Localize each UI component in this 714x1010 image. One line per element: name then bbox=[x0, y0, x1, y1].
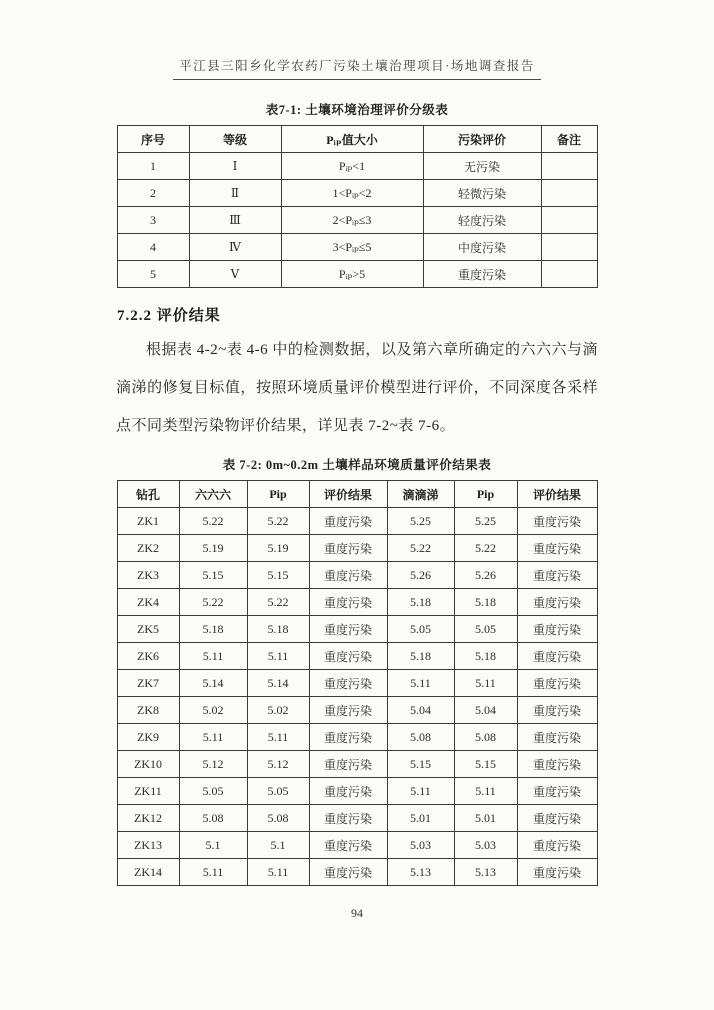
column-header: 评价结果 bbox=[517, 481, 597, 508]
body-paragraph: 根据表 4-2~表 4-6 中的检测数据，以及第六章所确定的六六六与滴滴涕的修复目标值，按照环境质量评价模型进行评价，不同深度各采样点不同类型污染物评价结果，详见表 7-2~表 7-6。 bbox=[116, 342, 598, 434]
table-cell: 5.02 bbox=[247, 697, 309, 724]
table-cell: Ⅴ bbox=[189, 261, 281, 288]
table-cell: 1<Pᵢₚ<2 bbox=[281, 180, 423, 207]
table-row bbox=[117, 778, 597, 805]
table-cell: 5.22 bbox=[247, 589, 309, 616]
table-cell: 重度污染 bbox=[309, 589, 387, 616]
table-cell: 重度污染 bbox=[517, 859, 597, 886]
table-cell: 重度污染 bbox=[309, 643, 387, 670]
table-cell: 5.11 bbox=[247, 859, 309, 886]
column-header: 备注 bbox=[541, 126, 597, 153]
table-cell: 重度污染 bbox=[309, 805, 387, 832]
table-cell: 5.12 bbox=[179, 751, 247, 778]
table-cell: 5.08 bbox=[387, 724, 454, 751]
table-cell: 5.11 bbox=[454, 670, 517, 697]
column-header: 滴滴涕 bbox=[387, 481, 454, 508]
table-cell: ZK9 bbox=[117, 724, 179, 751]
table-cell: ZK8 bbox=[117, 697, 179, 724]
soil-grading-table bbox=[117, 125, 598, 288]
table-cell: 重度污染 bbox=[517, 508, 597, 535]
table-cell bbox=[541, 234, 597, 261]
table-cell: 5.22 bbox=[179, 589, 247, 616]
table-cell: 重度污染 bbox=[517, 778, 597, 805]
column-header: Pip bbox=[247, 481, 309, 508]
table-row bbox=[117, 859, 597, 886]
table-cell: 5.03 bbox=[454, 832, 517, 859]
table-cell: 5.22 bbox=[454, 535, 517, 562]
table-row bbox=[117, 589, 597, 616]
table-cell: 5 bbox=[117, 261, 189, 288]
table-cell: 5.15 bbox=[247, 562, 309, 589]
table-cell: 5.11 bbox=[454, 778, 517, 805]
table-cell: 5.08 bbox=[179, 805, 247, 832]
table-cell: 5.04 bbox=[387, 697, 454, 724]
table-cell: 重度污染 bbox=[517, 724, 597, 751]
table-cell: ZK14 bbox=[117, 859, 179, 886]
table-cell: Pᵢₚ>5 bbox=[281, 261, 423, 288]
table-row bbox=[117, 180, 597, 207]
table-row bbox=[117, 616, 597, 643]
table-cell: 5.14 bbox=[247, 670, 309, 697]
table-cell: 5.04 bbox=[454, 697, 517, 724]
page-number: 94 bbox=[351, 906, 363, 920]
table-row bbox=[117, 832, 597, 859]
table-cell: 5.11 bbox=[179, 859, 247, 886]
table-cell bbox=[541, 207, 597, 234]
table-cell: 5.26 bbox=[454, 562, 517, 589]
table-row bbox=[117, 234, 597, 261]
column-header: 六六六 bbox=[179, 481, 247, 508]
table-cell: 重度污染 bbox=[517, 751, 597, 778]
table1-title: 表7-1: 土壤环境治理评价分级表 bbox=[265, 103, 449, 117]
table-cell: ZK1 bbox=[117, 508, 179, 535]
table-cell: 轻微污染 bbox=[423, 180, 541, 207]
table-cell: 5.11 bbox=[179, 643, 247, 670]
table-row bbox=[117, 535, 597, 562]
table-cell: 重度污染 bbox=[517, 832, 597, 859]
table-cell: 中度污染 bbox=[423, 234, 541, 261]
table-cell: 1 bbox=[117, 153, 189, 180]
table-cell: 轻度污染 bbox=[423, 207, 541, 234]
table-cell: 5.25 bbox=[387, 508, 454, 535]
table-cell: 5.25 bbox=[454, 508, 517, 535]
table-cell: 5.11 bbox=[387, 670, 454, 697]
table-row bbox=[117, 805, 597, 832]
table-cell: 5.11 bbox=[247, 643, 309, 670]
table-cell: 5.19 bbox=[247, 535, 309, 562]
table-cell: 重度污染 bbox=[517, 562, 597, 589]
table-cell: 5.19 bbox=[179, 535, 247, 562]
table-header-row bbox=[117, 126, 597, 153]
table-cell: 重度污染 bbox=[309, 724, 387, 751]
table-cell: 5.02 bbox=[179, 697, 247, 724]
table-cell: Ⅱ bbox=[189, 180, 281, 207]
table-cell: Pᵢₚ<1 bbox=[281, 153, 423, 180]
table-row bbox=[117, 643, 597, 670]
table-cell: 重度污染 bbox=[309, 832, 387, 859]
table-cell: ZK3 bbox=[117, 562, 179, 589]
table-cell: 5.26 bbox=[387, 562, 454, 589]
table-cell: 重度污染 bbox=[309, 751, 387, 778]
table-cell: 5.1 bbox=[247, 832, 309, 859]
table-cell: 5.12 bbox=[247, 751, 309, 778]
document-header bbox=[0, 0, 714, 80]
table-cell: 5.11 bbox=[387, 778, 454, 805]
table-cell: Ⅰ bbox=[189, 153, 281, 180]
table-header-row bbox=[117, 481, 597, 508]
table-cell: 5.15 bbox=[387, 751, 454, 778]
table-cell: 5.15 bbox=[454, 751, 517, 778]
table-cell: 5.18 bbox=[247, 616, 309, 643]
table-row bbox=[117, 697, 597, 724]
table-cell: 5.22 bbox=[179, 508, 247, 535]
table-cell: 5.18 bbox=[454, 643, 517, 670]
evaluation-results-table bbox=[117, 480, 598, 886]
table-cell: Ⅳ bbox=[189, 234, 281, 261]
table-cell: 2<Pᵢₚ≤3 bbox=[281, 207, 423, 234]
table-cell: 重度污染 bbox=[309, 670, 387, 697]
column-header: Pip bbox=[454, 481, 517, 508]
column-header: 钻孔 bbox=[117, 481, 179, 508]
table-cell: 5.13 bbox=[387, 859, 454, 886]
table-row bbox=[117, 153, 597, 180]
table-cell: 5.05 bbox=[247, 778, 309, 805]
table-cell: 重度污染 bbox=[309, 697, 387, 724]
column-header: 序号 bbox=[117, 126, 189, 153]
table-row bbox=[117, 508, 597, 535]
column-header: 污染评价 bbox=[423, 126, 541, 153]
table-cell: 重度污染 bbox=[309, 535, 387, 562]
table-cell: 2 bbox=[117, 180, 189, 207]
table-row bbox=[117, 207, 597, 234]
table-row bbox=[117, 562, 597, 589]
column-header: 评价结果 bbox=[309, 481, 387, 508]
table-cell: 5.14 bbox=[179, 670, 247, 697]
table-cell: 5.1 bbox=[179, 832, 247, 859]
table-cell: ZK11 bbox=[117, 778, 179, 805]
table-cell: 5.13 bbox=[454, 859, 517, 886]
table-cell: 重度污染 bbox=[517, 805, 597, 832]
table-cell: ZK12 bbox=[117, 805, 179, 832]
table-cell: 重度污染 bbox=[423, 261, 541, 288]
table-cell: 重度污染 bbox=[309, 562, 387, 589]
document-header-title: 平江县三阳乡化学农药厂污染土壤治理项目·场地调查报告 bbox=[173, 56, 541, 80]
table-cell: 5.18 bbox=[387, 643, 454, 670]
table-cell: ZK7 bbox=[117, 670, 179, 697]
table-cell: ZK4 bbox=[117, 589, 179, 616]
section-heading: 7.2.2 评价结果 bbox=[117, 308, 221, 324]
table-cell: 5.18 bbox=[179, 616, 247, 643]
table-row bbox=[117, 751, 597, 778]
table-row bbox=[117, 261, 597, 288]
table-cell: 5.05 bbox=[387, 616, 454, 643]
table-cell: 5.22 bbox=[387, 535, 454, 562]
table-cell: 5.11 bbox=[179, 724, 247, 751]
table-cell: 5.05 bbox=[454, 616, 517, 643]
table2-title: 表 7-2: 0m~0.2m 土壤样品环境质量评价结果表 bbox=[222, 458, 492, 472]
column-header: 等级 bbox=[189, 126, 281, 153]
table-cell: 5.08 bbox=[454, 724, 517, 751]
table-cell: 5.18 bbox=[454, 589, 517, 616]
table-cell: 无污染 bbox=[423, 153, 541, 180]
table-cell: 5.15 bbox=[179, 562, 247, 589]
table-cell: 重度污染 bbox=[309, 508, 387, 535]
table-row bbox=[117, 724, 597, 751]
table-cell: 重度污染 bbox=[517, 535, 597, 562]
table-cell: Ⅲ bbox=[189, 207, 281, 234]
table-cell bbox=[541, 261, 597, 288]
table-cell bbox=[541, 153, 597, 180]
table-cell: 重度污染 bbox=[517, 616, 597, 643]
table-cell: ZK13 bbox=[117, 832, 179, 859]
table-cell: 重度污染 bbox=[309, 778, 387, 805]
table-cell: 5.01 bbox=[387, 805, 454, 832]
table-cell bbox=[541, 180, 597, 207]
table-cell: ZK10 bbox=[117, 751, 179, 778]
table-cell: 5.08 bbox=[247, 805, 309, 832]
table-cell: 5.11 bbox=[247, 724, 309, 751]
table-cell: 4 bbox=[117, 234, 189, 261]
table-cell: 5.01 bbox=[454, 805, 517, 832]
table-cell: ZK5 bbox=[117, 616, 179, 643]
table-cell: 重度污染 bbox=[309, 859, 387, 886]
table-cell: 重度污染 bbox=[517, 670, 597, 697]
table-cell: 重度污染 bbox=[309, 616, 387, 643]
table-cell: 3<Pᵢₚ≤5 bbox=[281, 234, 423, 261]
table-cell: 5.18 bbox=[387, 589, 454, 616]
table-cell: 重度污染 bbox=[517, 589, 597, 616]
table-cell: 5.05 bbox=[179, 778, 247, 805]
table-cell: 重度污染 bbox=[517, 697, 597, 724]
table-cell: 5.22 bbox=[247, 508, 309, 535]
table-cell: 重度污染 bbox=[517, 643, 597, 670]
table-cell: 3 bbox=[117, 207, 189, 234]
column-header: Pᵢₚ值大小 bbox=[281, 126, 423, 153]
table-cell: ZK6 bbox=[117, 643, 179, 670]
table-row bbox=[117, 670, 597, 697]
table-cell: 5.03 bbox=[387, 832, 454, 859]
table-cell: ZK2 bbox=[117, 535, 179, 562]
